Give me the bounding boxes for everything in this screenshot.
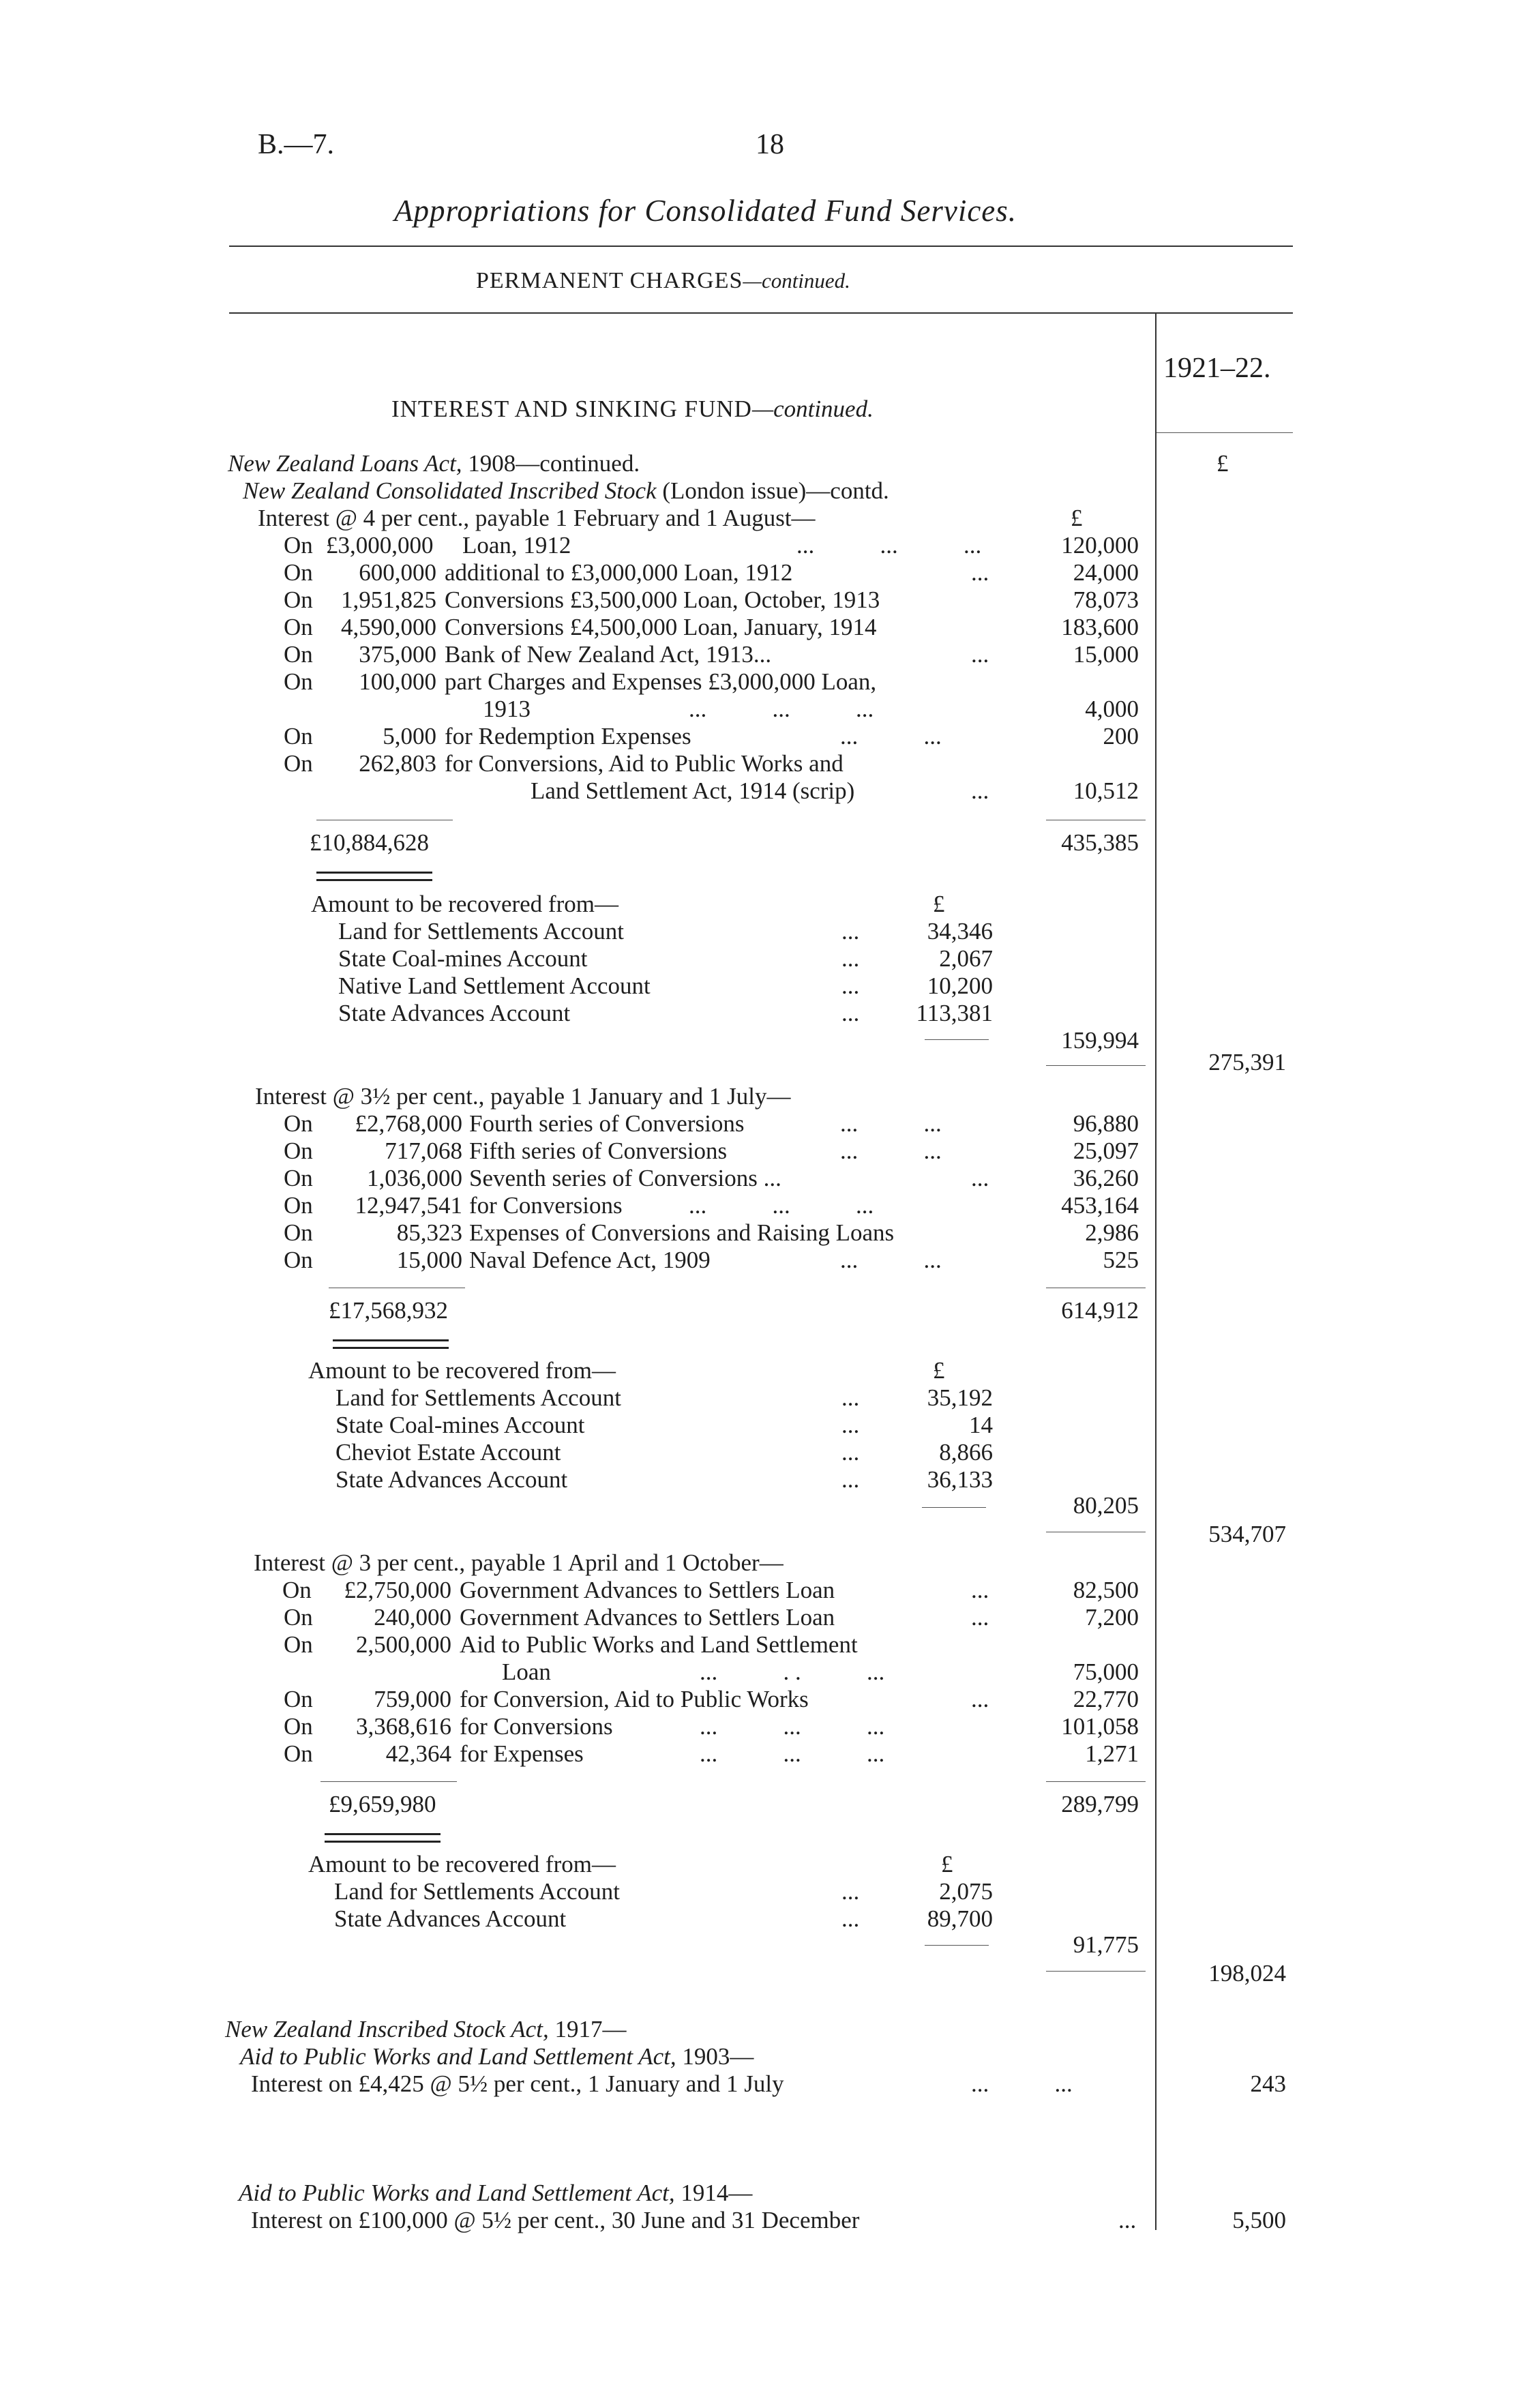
- row-description: for Conversions: [460, 1713, 613, 1740]
- row-value: 78,073: [1073, 586, 1139, 613]
- recovery-value: 34,346: [927, 918, 993, 945]
- inscribed-act-italic: New Zealand Inscribed Stock Act,: [225, 2016, 549, 2042]
- recovery-value: 113,381: [916, 1000, 993, 1026]
- row-on: On: [284, 1165, 313, 1191]
- recovery-account: Cheviot Estate Account: [335, 1439, 561, 1466]
- recovery-account: State Advances Account: [338, 1000, 571, 1026]
- row-description: Conversions £4,500,000 Loan, January, 1914: [445, 614, 877, 640]
- row-leader-dots: ... ...: [840, 1110, 942, 1137]
- row-leader-dots: ... ... ...: [796, 532, 982, 559]
- row-description: Land Settlement Act, 1914 (scrip): [531, 777, 855, 804]
- row-on: On: [284, 559, 313, 586]
- row-amount: £2,750,000: [344, 1577, 451, 1603]
- aid1914-act-title: [239, 2180, 752, 2207]
- recovery-account: Land for Settlements Account: [334, 1878, 620, 1905]
- recovery-account: Land for Settlements Account: [335, 1384, 621, 1411]
- row-value: 7,200: [1085, 1604, 1139, 1631]
- recovery-account: Native Land Settlement Account: [338, 972, 651, 999]
- group2-recover-total: 80,205: [1073, 1492, 1139, 1519]
- recovery-dots: ...: [841, 1000, 860, 1026]
- stock-title-italic: New Zealand Consolidated Inscribed Stock: [243, 477, 657, 504]
- section-heading-continued: —continued.: [751, 396, 874, 422]
- row-description: Fifth series of Conversions: [469, 1138, 728, 1164]
- title-rule: [229, 246, 1293, 247]
- group1-net-total: 275,391: [1208, 1049, 1286, 1075]
- recovery-value: 2,067: [939, 945, 993, 972]
- recovery-account: State Coal-mines Account: [335, 1412, 585, 1438]
- recovery-dots: ...: [841, 918, 860, 945]
- row-description: Government Advances to Settlers Loan: [460, 1577, 835, 1603]
- row-on: On: [284, 1247, 313, 1273]
- row-value: 24,000: [1073, 559, 1139, 586]
- row-amount: 4,590,000: [341, 614, 436, 640]
- group1-recover-rule: [925, 1039, 989, 1040]
- row-amount: 375,000: [359, 641, 436, 668]
- subtitle-rule: [229, 312, 1293, 314]
- row-amount: 3,368,616: [356, 1713, 451, 1740]
- row-amount: 600,000: [359, 559, 436, 586]
- row-value: 22,770: [1073, 1686, 1139, 1712]
- row-on: On: [284, 1631, 313, 1658]
- row-description: 1913: [483, 696, 531, 722]
- group3-recover-pound: £: [941, 1851, 953, 1877]
- row-on: On: [282, 1577, 312, 1603]
- row-value: 15,000: [1073, 641, 1139, 668]
- year-heading-rule: [1157, 432, 1293, 433]
- row-value: 183,600: [1061, 614, 1139, 640]
- row-leader-dots: ...: [971, 641, 989, 668]
- group3-principal-rule: [320, 1781, 457, 1782]
- inscribed-value: 243: [1250, 2070, 1286, 2097]
- recovery-account: State Advances Account: [335, 1466, 568, 1493]
- group1-recover-total: 159,994: [1061, 1027, 1139, 1054]
- row-amount: 240,000: [374, 1604, 451, 1631]
- row-description: Fourth series of Conversions: [469, 1110, 745, 1137]
- group2-heading: Interest @ 3½ per cent., payable 1 January and 1 July—: [255, 1083, 791, 1110]
- row-amount: 12,947,541: [355, 1192, 462, 1219]
- recovery-dots: ...: [841, 1412, 860, 1438]
- row-description: Naval Defence Act, 1909: [469, 1247, 711, 1273]
- recovery-account: State Advances Account: [334, 1905, 567, 1932]
- group1-total-principal: £10,884,628: [310, 829, 429, 856]
- row-on: On: [284, 1686, 313, 1712]
- row-leader-dots: ... ... ...: [689, 1192, 874, 1219]
- row-on: On: [284, 1740, 313, 1767]
- stock-title: [243, 477, 889, 505]
- row-value: 453,164: [1061, 1192, 1139, 1219]
- row-leader-dots: ... ...: [840, 1247, 942, 1273]
- recovery-value: 2,075: [939, 1878, 993, 1905]
- row-amount: 5,000: [383, 723, 436, 749]
- row-description: Loan, 1912: [462, 532, 571, 559]
- row-description: part Charges and Expenses £3,000,000 Loan,: [445, 668, 877, 695]
- row-on: On: [284, 1110, 313, 1137]
- row-amount: 42,364: [385, 1740, 451, 1767]
- inscribed-interest-line: Interest on £4,425 @ 5½ per cent., 1 January and 1 July: [251, 2070, 784, 2097]
- row-value: 96,880: [1073, 1110, 1139, 1137]
- group2-total-principal: £17,568,932: [329, 1297, 448, 1324]
- recovery-value: 89,700: [927, 1905, 993, 1932]
- row-value: 1,271: [1085, 1740, 1139, 1767]
- row-on: On: [284, 586, 313, 613]
- aid1914-act-italic: Aid to Public Works and Land Settlement Act,: [239, 2180, 675, 2206]
- recovery-dots: ...: [841, 1878, 860, 1905]
- recovery-dots: ...: [841, 1466, 860, 1493]
- row-on: On: [284, 1138, 313, 1164]
- row-leader-dots: ...: [971, 559, 989, 586]
- recovery-value: 14: [969, 1412, 993, 1438]
- row-on: On: [284, 1192, 313, 1219]
- row-leader-dots: ... ...: [840, 1138, 942, 1164]
- inscribed-act-title: [225, 2016, 626, 2043]
- recovery-value: 36,133: [927, 1466, 993, 1493]
- row-on: On: [284, 614, 313, 640]
- recovery-value: 8,866: [939, 1439, 993, 1466]
- subtitle-main: PERMANENT CHARGES: [476, 268, 743, 293]
- row-leader-dots: ...: [971, 1604, 989, 1631]
- row-amount: 100,000: [359, 668, 436, 695]
- row-value: 525: [1103, 1247, 1139, 1273]
- group1-pound-sign: £: [1071, 505, 1083, 531]
- row-leader-dots: ... . . ...: [700, 1659, 885, 1685]
- group3-recover-total: 91,775: [1073, 1931, 1139, 1958]
- row-on: On: [284, 532, 313, 559]
- group3-total-principal: £9,659,980: [329, 1791, 436, 1817]
- recovery-dots: ...: [841, 1905, 860, 1932]
- row-description: for Redemption Expenses: [445, 723, 691, 749]
- document-reference: B.—7.: [258, 129, 335, 160]
- row-on: On: [284, 1219, 313, 1246]
- row-value: 25,097: [1073, 1138, 1139, 1164]
- inscribed-sub-rest: 1903—: [682, 2043, 754, 2070]
- row-leader-dots: ...: [971, 777, 989, 804]
- inscribed-sub-italic: Aid to Public Works and Land Settlement Act,: [240, 2043, 676, 2070]
- inscribed-leader-dots: ... ...: [971, 2070, 1073, 2097]
- row-on: On: [284, 1604, 313, 1631]
- recovery-dots: ...: [841, 1384, 860, 1411]
- row-leader-dots: ...: [971, 1686, 989, 1712]
- row-value: 4,000: [1085, 696, 1139, 722]
- row-description: Seventh series of Conversions ...: [469, 1165, 781, 1191]
- group2-recover-pound: £: [933, 1357, 945, 1384]
- recovery-dots: ...: [841, 945, 860, 972]
- act-title-rest: 1908—continued.: [468, 450, 640, 477]
- row-value: 120,000: [1061, 532, 1139, 559]
- row-value: 82,500: [1073, 1577, 1139, 1603]
- recovery-value: 10,200: [927, 972, 993, 999]
- row-description: for Conversions: [469, 1192, 623, 1219]
- group3-heading: Interest @ 3 per cent., payable 1 April and 1 October—: [254, 1549, 784, 1576]
- aid1914-leader-dots: ...: [1118, 2207, 1137, 2233]
- row-amount: 1,951,825: [341, 586, 436, 613]
- group2-recover-heading: Amount to be recovered from—: [308, 1357, 616, 1384]
- group3-interest-rule: [1046, 1781, 1146, 1782]
- recovery-value: 35,192: [927, 1384, 993, 1411]
- group3-total-interest: 289,799: [1061, 1791, 1139, 1817]
- page-number: 18: [756, 129, 784, 160]
- row-on: On: [284, 1713, 313, 1740]
- group3-recover-rule: [925, 1945, 989, 1946]
- row-value: 36,260: [1073, 1165, 1139, 1191]
- group1-recover-heading: Amount to be recovered from—: [311, 891, 618, 917]
- aid1914-value: 5,500: [1232, 2207, 1286, 2233]
- group1-total-interest: 435,385: [1061, 829, 1139, 856]
- aid1914-act-rest: 1914—: [681, 2180, 753, 2206]
- row-leader-dots: ... ... ...: [700, 1713, 885, 1740]
- row-description: Conversions £3,500,000 Loan, October, 1913: [445, 586, 880, 613]
- row-amount: 2,500,000: [356, 1631, 451, 1658]
- row-leader-dots: ...: [971, 1577, 989, 1603]
- row-on: On: [284, 750, 313, 777]
- stock-title-rest: (London issue)—contd.: [662, 477, 889, 504]
- group3-net-total: 198,024: [1208, 1960, 1286, 1987]
- row-description: Loan: [502, 1659, 551, 1685]
- group1-double-rule: [316, 872, 432, 881]
- group2-net-total: 534,707: [1208, 1521, 1286, 1547]
- year-pound-sign: £: [1217, 450, 1229, 477]
- row-amount: 262,803: [359, 750, 436, 777]
- page-title: Appropriations for Consolidated Fund Services.: [394, 194, 1017, 228]
- row-on: On: [284, 723, 313, 749]
- recovery-dots: ...: [841, 1439, 860, 1466]
- act-title: [228, 450, 640, 477]
- group3-net-rule: [1046, 1971, 1146, 1972]
- row-leader-dots: ... ... ...: [689, 696, 874, 722]
- row-description: Bank of New Zealand Act, 1913...: [445, 641, 772, 668]
- row-amount: £3,000,000: [326, 532, 434, 559]
- row-description: for Expenses: [460, 1740, 584, 1767]
- row-on: On: [284, 641, 313, 668]
- row-description: for Conversions, Aid to Public Works and: [445, 750, 844, 777]
- group1-heading: Interest @ 4 per cent., payable 1 February and 1 August—: [258, 505, 816, 531]
- row-value: 200: [1103, 723, 1139, 749]
- group2-double-rule: [333, 1339, 449, 1349]
- row-on: On: [284, 668, 313, 695]
- row-value: 101,058: [1061, 1713, 1139, 1740]
- row-amount: £2,768,000: [355, 1110, 462, 1137]
- act-title-italic: New Zealand Loans Act,: [228, 450, 462, 477]
- section-subtitle: [476, 267, 850, 295]
- group1-net-rule: [1046, 1065, 1146, 1066]
- row-value: 2,986: [1085, 1219, 1139, 1246]
- year-column-divider: [1155, 314, 1157, 2230]
- group1-recover-pound: £: [933, 891, 945, 917]
- row-value: 10,512: [1073, 777, 1139, 804]
- group2-recover-rule: [922, 1507, 986, 1508]
- row-amount: 717,068: [385, 1138, 462, 1164]
- group3-recover-heading: Amount to be recovered from—: [308, 1851, 616, 1877]
- row-leader-dots: ... ...: [840, 723, 942, 749]
- recovery-account: Land for Settlements Account: [338, 918, 624, 945]
- subtitle-continued: —continued.: [743, 269, 850, 293]
- inscribed-act-rest: 1917—: [554, 2016, 627, 2042]
- group2-total-interest: 614,912: [1061, 1297, 1139, 1324]
- row-description: Aid to Public Works and Land Settlement: [460, 1631, 858, 1658]
- recovery-dots: ...: [841, 972, 860, 999]
- row-amount: 85,323: [396, 1219, 462, 1246]
- row-leader-dots: ...: [971, 1165, 989, 1191]
- aid1914-interest-line: Interest on £100,000 @ 5½ per cent., 30 June and 31 December: [251, 2207, 860, 2233]
- row-description: for Conversion, Aid to Public Works: [460, 1686, 809, 1712]
- row-amount: 15,000: [396, 1247, 462, 1273]
- row-leader-dots: ... ... ...: [700, 1740, 885, 1767]
- recovery-account: State Coal-mines Account: [338, 945, 588, 972]
- group3-double-rule: [325, 1833, 441, 1843]
- row-amount: 759,000: [374, 1686, 451, 1712]
- inscribed-sub-title: [240, 2043, 753, 2070]
- year-heading: 1921–22.: [1163, 353, 1271, 384]
- row-amount: 1,036,000: [367, 1165, 462, 1191]
- row-description: Government Advances to Settlers Loan: [460, 1604, 835, 1631]
- section-heading-main: INTEREST AND SINKING FUND: [391, 396, 752, 422]
- section-heading: [391, 396, 874, 423]
- row-description: Expenses of Conversions and Raising Loans: [469, 1219, 895, 1246]
- row-description: additional to £3,000,000 Loan, 1912: [445, 559, 793, 586]
- row-value: 75,000: [1073, 1659, 1139, 1685]
